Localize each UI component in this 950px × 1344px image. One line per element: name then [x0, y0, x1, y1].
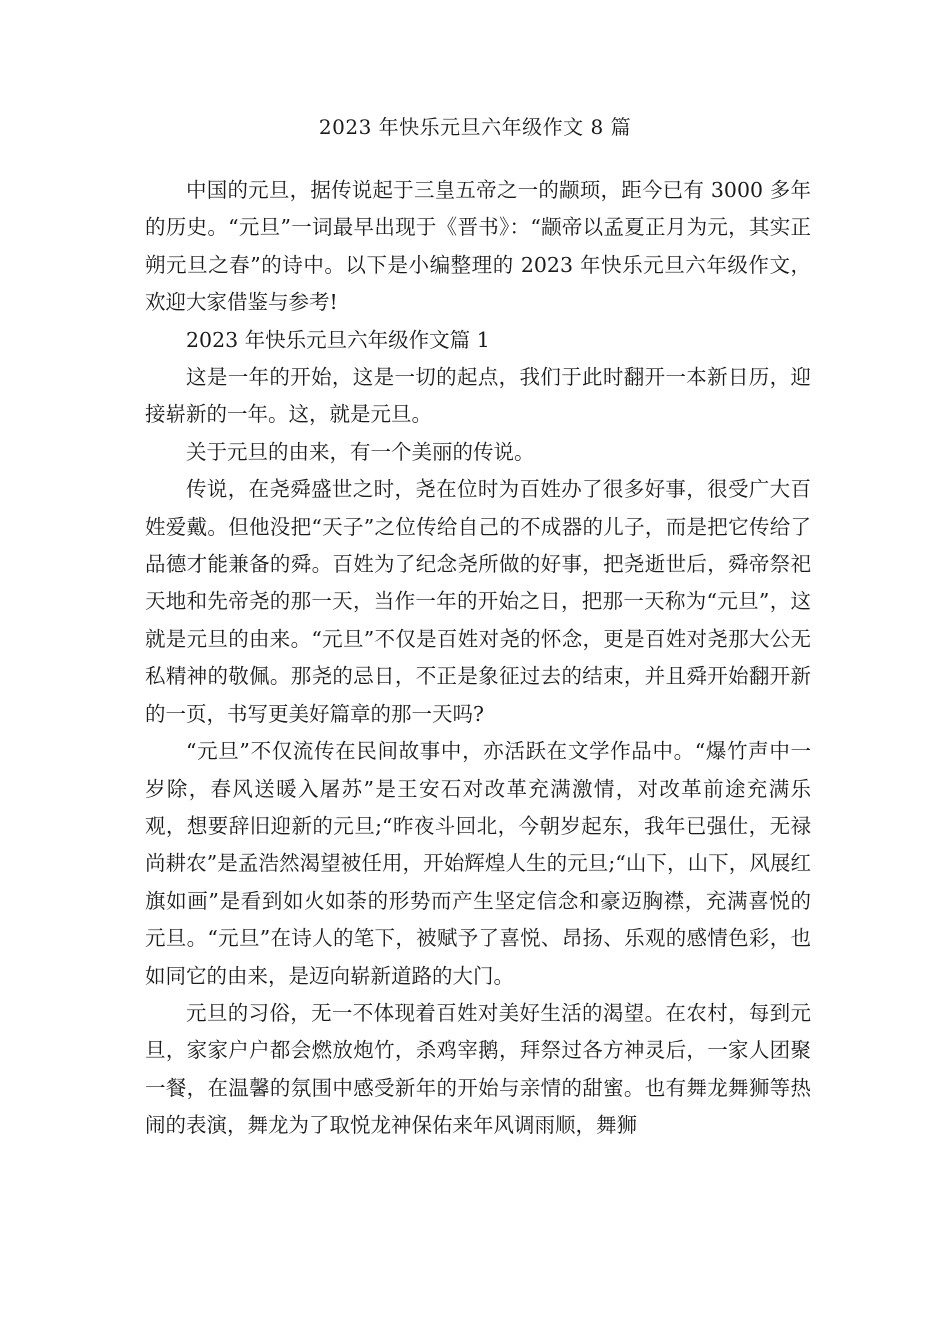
document-body: [145, 172, 811, 1145]
paragraph: “元旦”不仅流传在民间故事中，亦活跃在文学作品中。“爆竹声中一岁除，春风送暖入屠苏”是王安石对改革充满激情，对改革前途充满乐观，想要辞旧迎新的元旦;“昨夜斗回北，今朝岁起东，我年已强仕，无禄尚耕农”是孟浩然渴望被任用，开始辉煌人生的元旦;“山下，山下，风展红旗如画”是看到如火如荼的形势而产生坚定信念和豪迈胸襟，充满喜悦的元旦。“元旦”在诗人的笔下，被赋予了喜悦、昂扬、乐观的感情色彩，也如同它的由来，是迈向崭新道路的大门。: [145, 739, 811, 988]
paragraph-intro: 中国的元旦，据传说起于三皇五帝之一的颛顼，距今已有 3000 多年的历史。“元旦”一词最早出现于《晋书》：“颛帝以孟夏正月为元，其实正朔元旦之春”的诗中。以下是小编整理的 2023 年快乐元旦六年级作文，欢迎大家借鉴与参考!: [145, 178, 811, 315]
document-title: 2023 年快乐元旦六年级作文 8 篇: [318, 115, 632, 139]
paragraph: 关于元旦的由来，有一个美丽的传说。: [186, 439, 535, 464]
paragraph: 传说，在尧舜盛世之时，尧在位时为百姓办了很多好事，很受广大百姓爱戴。但他没把“天子”之位传给自己的不成器的儿子，而是把它传给了品德才能兼备的舜。百姓为了纪念尧所做的好事，把尧逝世后，舜帝祭祀天地和先帝尧的那一天，当作一年的开始之日，把那一天称为“元旦”，这就是元旦的由来。“元旦”不仅是百姓对尧的怀念，更是百姓对尧那大公无私精神的敬佩。那尧的忌日，不正是象征过去的结束，并且舜开始翻开新的一页，书写更美好篇章的那一天吗?: [145, 477, 811, 726]
section-heading: 2023 年快乐元旦六年级作文篇 1: [186, 327, 490, 352]
paragraph: 这是一年的开始，这是一切的起点，我们于此时翻开一本新日历，迎接崭新的一年。这，就是元旦。: [145, 365, 811, 427]
paragraph: 元旦的习俗，无一不体现着百姓对美好生活的渴望。在农村，每到元旦，家家户户都会燃放炮竹，杀鸡宰鹅，拜祭过各方神灵后，一家人团聚一餐，在温馨的氛围中感受新年的开始与亲情的甜蜜。也有舞龙舞狮等热闹的表演，舞龙为了取悦龙神保佑来年风调雨顺，舞狮: [145, 1000, 811, 1138]
